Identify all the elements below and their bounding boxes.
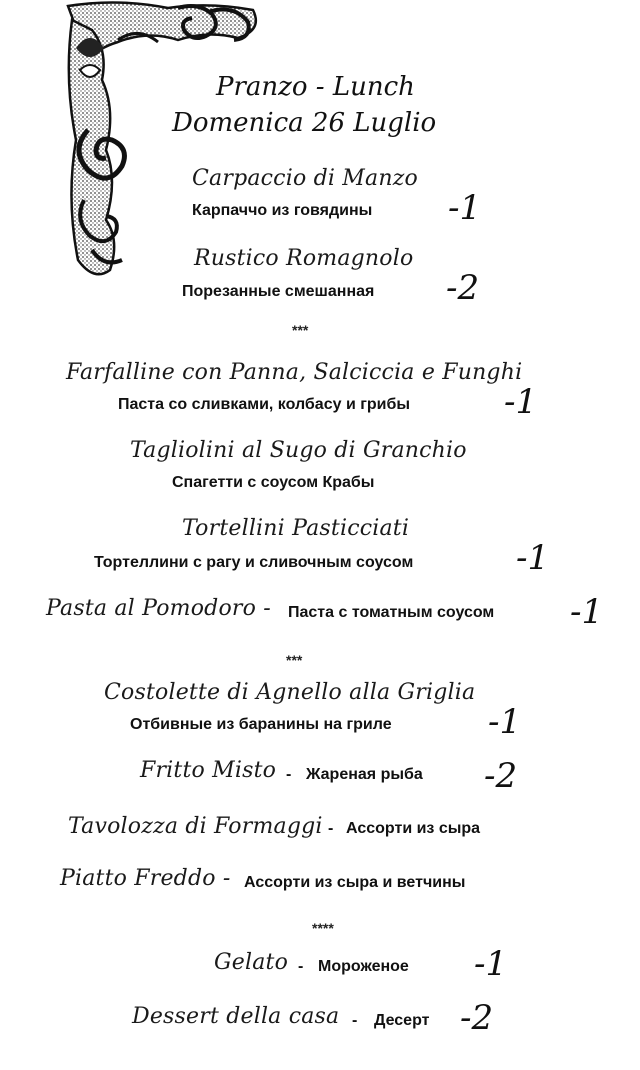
- dash-separator: -: [298, 958, 304, 975]
- dish-italian-name: Piatto Freddo -: [60, 866, 231, 891]
- dash-separator: -: [328, 820, 334, 837]
- dish-russian-name: Тортеллини с рагу и сливочным соусом: [94, 554, 414, 571]
- dish-italian-name: Pasta al Pomodoro -: [46, 596, 271, 621]
- dish-italian-name: Tortellini Pasticciati: [182, 516, 410, 541]
- dish-russian-name: Паста со сливками, колбасу и грибы: [118, 396, 411, 413]
- dish-russian-name: Паста с томатным соусом: [288, 604, 495, 621]
- dish-italian-name: Farfalline con Panna, Salciccia e Funghi: [66, 360, 523, 385]
- dish-russian-name: Ассорти из сыра и ветчины: [244, 874, 466, 891]
- handwritten-mark: -1: [488, 702, 522, 742]
- dish-italian-name: Rustico Romagnolo: [194, 246, 414, 271]
- dish-russian-name: Отбивные из баранины на гриле: [130, 716, 392, 733]
- dish-italian-name: Tagliolini al Sugo di Granchio: [130, 438, 467, 463]
- dish-italian-name: Costolette di Agnello alla Griglia: [104, 680, 476, 705]
- handwritten-mark: -2: [484, 756, 518, 796]
- dish-russian-name: Десерт: [374, 1012, 430, 1029]
- handwritten-mark: -1: [570, 592, 604, 632]
- section-separator: ***: [286, 652, 303, 668]
- dish-russian-name: Жареная рыба: [306, 766, 423, 783]
- handwritten-mark: -1: [474, 944, 508, 984]
- handwritten-mark: -1: [504, 382, 538, 422]
- handwritten-mark: -2: [460, 998, 494, 1038]
- dish-russian-name: Карпаччо из говядины: [192, 202, 373, 219]
- dish-russian-name: Мороженое: [318, 958, 409, 975]
- dish-russian-name: Порезанные смешанная: [182, 283, 375, 300]
- dish-italian-name: Fritto Misto: [140, 758, 277, 783]
- section-separator: ****: [312, 920, 334, 936]
- dash-separator: -: [352, 1012, 358, 1029]
- handwritten-mark: -1: [516, 538, 550, 578]
- section-separator: ***: [292, 322, 309, 338]
- dish-russian-name: Спагетти с соусом Крабы: [172, 474, 375, 491]
- dish-russian-name: Ассорти из сыра: [346, 820, 481, 837]
- dish-italian-name: Gelato: [214, 950, 289, 975]
- handwritten-mark: -2: [446, 268, 480, 308]
- handwritten-mark: -1: [448, 188, 482, 228]
- menu-title-line1: Pranzo - Lunch: [216, 72, 415, 102]
- dish-italian-name: Tavolozza di Formaggi: [68, 814, 323, 839]
- dash-separator: -: [286, 766, 292, 783]
- menu-title-line2: Domenica 26 Luglio: [172, 108, 437, 138]
- dish-italian-name: Dessert della casa: [132, 1004, 340, 1029]
- dish-italian-name: Carpaccio di Manzo: [192, 166, 418, 191]
